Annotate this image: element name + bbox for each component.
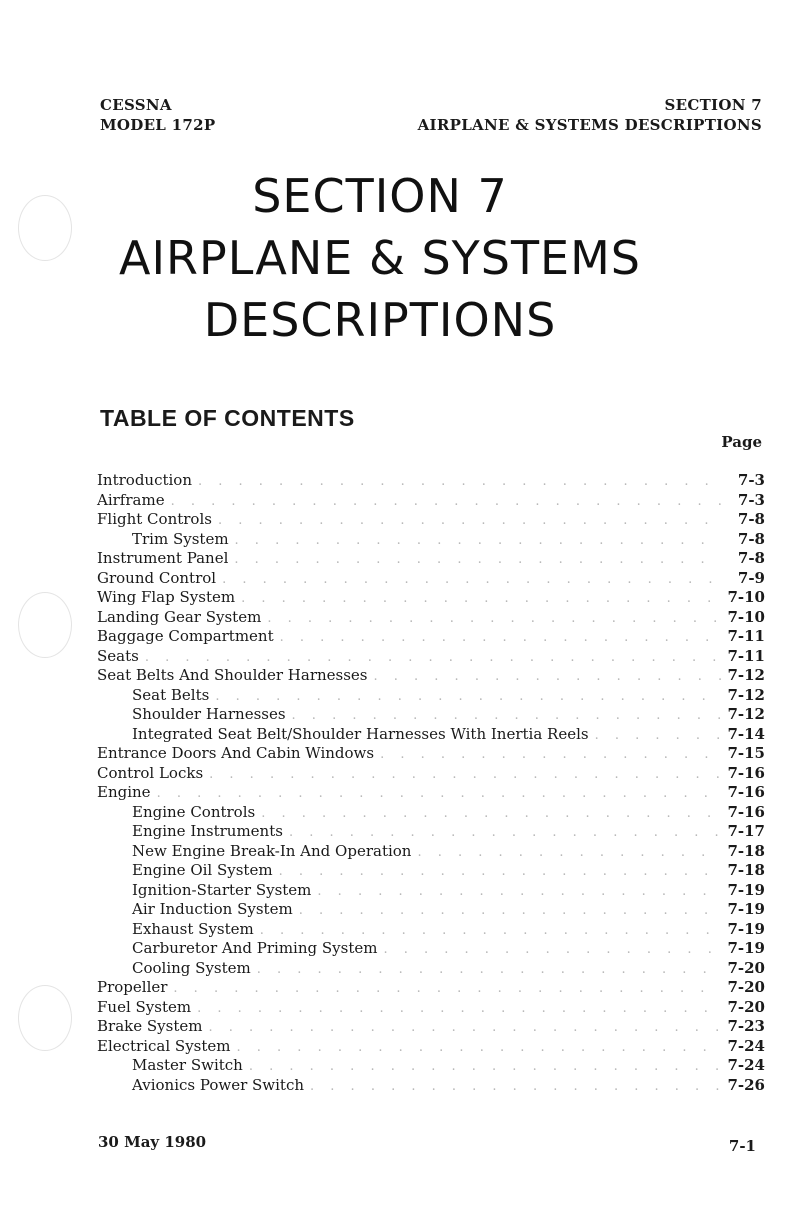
toc-entry-title: Propeller: [97, 978, 168, 996]
toc-entry-page: 7-3: [737, 471, 765, 489]
toc-entry-title: Brake System: [97, 1017, 203, 1035]
dot-leader: [243, 1057, 721, 1077]
dot-leader: [212, 511, 721, 531]
dot-leader: [151, 784, 721, 804]
toc-entry-title: Seat Belts And Shoulder Harnesses: [97, 666, 368, 684]
toc-entry-page: 7-17: [727, 822, 765, 840]
toc-entry-page: 7-23: [727, 1017, 765, 1035]
footer-date: 30 May 1980: [98, 1133, 207, 1151]
toc-entry[interactable]: [97, 744, 765, 764]
toc-entry-page: 7-16: [727, 783, 765, 801]
toc-entry-title: Engine: [97, 783, 151, 801]
toc-entry[interactable]: [97, 920, 765, 940]
toc-entry[interactable]: [97, 647, 765, 667]
running-header-left: [100, 95, 215, 135]
header-section-title: AIRPLANE & SYSTEMS DESCRIPTIONS: [417, 116, 762, 134]
toc-entry-page: 7-12: [727, 685, 765, 704]
toc-entry[interactable]: [97, 861, 765, 881]
toc-entry[interactable]: [97, 900, 765, 920]
toc-entry-title: Trim System: [132, 529, 229, 548]
toc-entry[interactable]: [97, 764, 765, 784]
toc-entry[interactable]: [97, 959, 765, 979]
toc-entry-page: 7-18: [727, 841, 765, 860]
toc-entry-page: 7-9: [737, 568, 765, 587]
toc-entry[interactable]: [97, 842, 765, 862]
punch-hole: [18, 195, 72, 261]
dot-leader: [216, 570, 721, 590]
toc-entry[interactable]: [97, 588, 765, 608]
toc-entry-page: 7-8: [737, 529, 765, 548]
title-line: SECTION 7: [252, 169, 508, 223]
toc-heading: TABLE OF CONTENTS: [100, 405, 355, 431]
toc-entry[interactable]: [97, 666, 765, 686]
toc-entry[interactable]: [97, 686, 765, 706]
dot-leader: [231, 1038, 721, 1058]
toc-page-column-label: Page: [721, 433, 762, 451]
toc-entry-page: 7-18: [727, 861, 765, 879]
toc-entry-title: Airframe: [97, 490, 165, 509]
toc-entry-title: Carburetor And Priming System: [132, 939, 378, 957]
toc-entry-title: Control Locks: [97, 763, 204, 782]
dot-leader: [589, 726, 721, 746]
dot-leader: [304, 1077, 721, 1097]
dot-leader: [311, 882, 721, 902]
dot-leader: [229, 531, 721, 551]
toc-entry-page: 7-10: [727, 607, 765, 626]
dot-leader: [368, 667, 722, 687]
running-header-right: [418, 95, 762, 135]
dot-leader: [377, 940, 721, 960]
toc-entry[interactable]: [97, 1076, 765, 1096]
toc-entry-page: 7-19: [727, 939, 765, 957]
dot-leader: [192, 472, 721, 492]
section-title: [100, 165, 660, 351]
toc-entry-title: Ignition-Starter System: [132, 880, 312, 899]
dot-leader: [293, 901, 721, 921]
dot-leader: [261, 609, 721, 629]
toc-entry-title: Ground Control: [97, 568, 217, 587]
toc-entry-title: Avionics Power Switch: [132, 1075, 305, 1094]
toc-entry-title: Engine Controls: [132, 802, 256, 821]
footer-page-number: 7-1: [728, 1137, 756, 1155]
toc-entry-title: Wing Flap System: [97, 588, 236, 606]
toc-entry-title: Introduction: [97, 471, 192, 489]
toc-entry-page: 7-20: [727, 997, 765, 1016]
dot-leader: [203, 765, 721, 785]
toc-entry[interactable]: [97, 978, 765, 998]
dot-leader: [283, 823, 721, 843]
toc-entry-title: Electrical System: [97, 1036, 231, 1055]
title-line: DESCRIPTIONS: [203, 293, 557, 347]
toc-entry-title: Engine Instruments: [132, 822, 283, 840]
toc-entry[interactable]: [97, 822, 765, 842]
toc-entry-title: Shoulder Harnesses: [132, 705, 286, 723]
toc-entry-title: Landing Gear System: [97, 607, 262, 626]
dot-leader: [286, 706, 721, 726]
toc-entry-page: 7-14: [727, 724, 765, 743]
dot-leader: [167, 979, 721, 999]
header-manufacturer: CESSNA: [100, 96, 172, 114]
toc-entry-page: 7-12: [727, 705, 765, 723]
toc-entry-page: 7-12: [727, 666, 765, 684]
toc-entry-title: Seats: [97, 646, 139, 665]
dot-leader: [251, 960, 721, 980]
dot-leader: [273, 862, 721, 882]
punch-hole: [18, 592, 72, 658]
toc-entry[interactable]: [97, 608, 765, 628]
toc-entry-page: 7-24: [727, 1036, 765, 1055]
dot-leader: [254, 921, 721, 941]
toc-entry-page: 7-8: [737, 549, 765, 567]
header-section: SECTION 7: [664, 96, 762, 114]
toc-entry-page: 7-19: [727, 880, 765, 899]
toc-entry[interactable]: [97, 1017, 765, 1037]
toc-entry-title: Fuel System: [97, 997, 192, 1016]
toc-entry[interactable]: [97, 1056, 765, 1076]
toc-entry-page: 7-20: [727, 958, 765, 977]
dot-leader: [139, 648, 721, 668]
dot-leader: [165, 492, 721, 512]
dot-leader: [274, 628, 721, 648]
toc-entry-page: 7-16: [727, 763, 765, 782]
toc-entry[interactable]: [97, 881, 765, 901]
toc-entry-title: Master Switch: [132, 1056, 243, 1074]
toc-entry[interactable]: [97, 1037, 765, 1057]
toc-entry-page: 7-20: [727, 978, 765, 996]
toc-entry-title: Entrance Doors And Cabin Windows: [97, 744, 375, 762]
dot-leader: [202, 1018, 721, 1038]
toc-entry-page: 7-19: [727, 900, 765, 918]
toc-entry-title: Engine Oil System: [132, 861, 273, 879]
toc-entry[interactable]: [97, 725, 765, 745]
toc-entry[interactable]: [97, 549, 765, 569]
header-model: MODEL 172P: [100, 116, 216, 134]
toc-entry[interactable]: [97, 510, 765, 530]
toc-entry[interactable]: [97, 783, 765, 803]
dot-leader: [228, 550, 721, 570]
title-line: AIRPLANE & SYSTEMS: [118, 231, 642, 285]
toc-entry-title: Instrument Panel: [97, 549, 229, 567]
toc-entry[interactable]: [97, 491, 765, 511]
toc-entry-page: 7-16: [727, 802, 765, 821]
toc-entry[interactable]: [97, 803, 765, 823]
toc-entry-page: 7-24: [727, 1056, 765, 1074]
toc-entry[interactable]: [97, 530, 765, 550]
toc-entry[interactable]: [97, 705, 765, 725]
toc-entry-title: Exhaust System: [132, 919, 254, 938]
toc-list: [97, 471, 765, 1095]
toc-entry-page: 7-8: [737, 510, 765, 528]
toc-entry-title: Air Induction System: [132, 900, 293, 918]
toc-entry-page: 7-26: [727, 1075, 765, 1094]
toc-entry-title: Cooling System: [132, 958, 251, 977]
toc-entry-title: Flight Controls: [97, 510, 212, 528]
toc-entry-page: 7-11: [727, 646, 765, 665]
toc-entry-title: New Engine Break-In And Operation: [132, 841, 412, 860]
dot-leader: [209, 687, 721, 707]
toc-entry-title: Baggage Compartment: [97, 627, 274, 645]
toc-entry-page: 7-11: [727, 627, 765, 645]
toc-entry-page: 7-15: [727, 744, 765, 762]
punch-hole: [18, 985, 72, 1051]
dot-leader: [191, 999, 721, 1019]
toc-entry-title: Integrated Seat Belt/Shoulder Harnesses With Inertia Reels: [132, 724, 589, 743]
toc-entry[interactable]: [97, 998, 765, 1018]
dot-leader: [255, 804, 721, 824]
toc-entry[interactable]: [97, 471, 765, 491]
dot-leader: [235, 589, 721, 609]
toc-entry[interactable]: [97, 569, 765, 589]
toc-entry-page: 7-10: [727, 588, 765, 606]
toc-entry-page: 7-19: [727, 919, 765, 938]
toc-entry-page: 7-3: [737, 490, 765, 509]
dot-leader: [411, 843, 721, 863]
toc-entry-title: Seat Belts: [132, 685, 210, 704]
dot-leader: [374, 745, 721, 765]
toc-entry[interactable]: [97, 627, 765, 647]
toc-entry[interactable]: [97, 939, 765, 959]
